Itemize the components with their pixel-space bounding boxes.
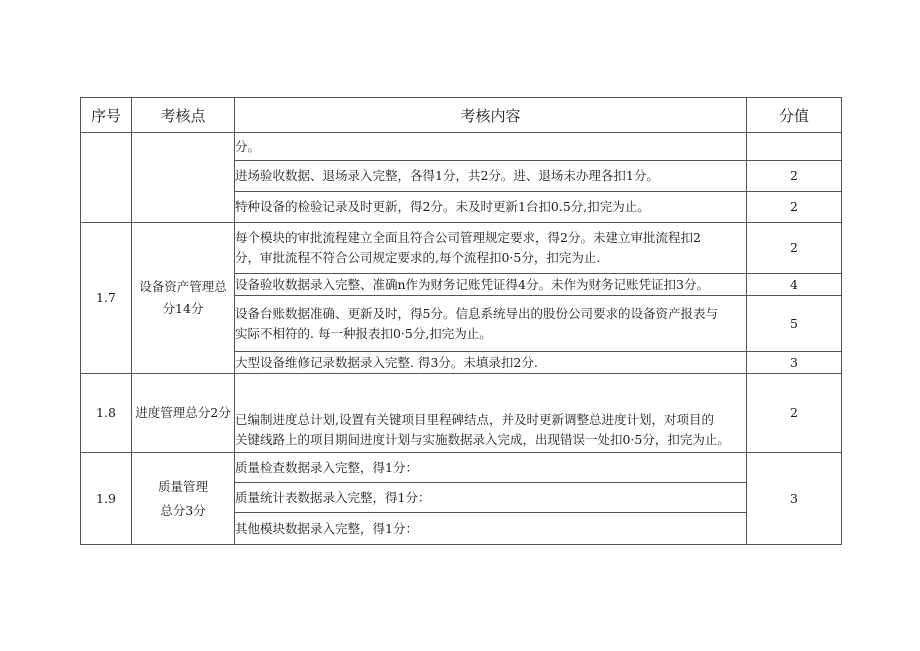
seq-cell: 1.9 [81,453,132,545]
score-cell: 2 [747,374,842,453]
score-cell: 2 [747,161,842,192]
table-row [81,223,842,274]
table-row [81,453,842,483]
score-cell: 3 [747,352,842,374]
header-content: 考核内容 [235,98,747,133]
content-cell: 大型设备维修记录数据录入完整. 得3分。未填录扣2分. [235,352,747,374]
content-cell: 质量统计表数据录入完整，得1分： [235,483,747,513]
table-row [81,374,842,453]
point-cell: 进度管理总分2分 [132,374,235,453]
content-cell: 进场验收数据、退场录入完整，各得1分，共2分。进、退场未办理各扣1分。 [235,161,747,192]
content-cell: 已编制进度总计划,设置有关键项目里程碑结点，并及时更新调整总进度计划，对项目的 关键线路上的项目期间进度计划与实施数据录入完成，出现错误一处扣0·5分，扣完为止。 [235,374,747,453]
content-cell: 特种设备的检验记录及时更新，得2分。未及时更新1台扣0.5分,扣完为止。 [235,192,747,223]
table-row [81,133,842,161]
assessment-table [80,97,842,545]
seq-cell-empty [81,133,132,223]
content-cell: 其他模块数据录入完整，得1分： [235,513,747,545]
content-cell: 质量检查数据录入完整，得1分： [235,453,747,483]
score-cell: 5 [747,296,842,352]
header-score: 分值 [747,98,842,133]
score-cell: 4 [747,274,842,296]
point-cell-empty [132,133,235,223]
point-cell: 设备资产管理总分14分 [132,223,235,374]
seq-cell: 1.8 [81,374,132,453]
point-line: 总分3分 [160,502,206,518]
content-cell: 设备台账数据准确、更新及时，得5分。信息系统导出的股份公司要求的设备资产报表与 实际不相符的. 每一种报表扣0·5分,扣完为止。 [235,296,747,352]
header-row [81,98,842,133]
header-point: 考核点 [132,98,235,133]
score-cell: 2 [747,223,842,274]
point-line: 质量管理 [157,478,208,494]
content-cell: 分。 [235,133,747,161]
header-seq: 序号 [81,98,132,133]
content-cell: 每个模块的审批流程建立全面且符合公司管理规定要求，得2分。未建立审批流程扣2 分，审批流程不符合公司规定要求的,每个流程扣0·5分，扣完为止. [235,223,747,274]
point-cell [132,453,235,545]
score-cell: 2 [747,192,842,223]
seq-cell: 1.7 [81,223,132,374]
score-cell [747,133,842,161]
score-cell: 3 [747,453,842,545]
content-cell: 设备验收数据录入完整、准确n作为财务记账凭证得4分。未作为财务记账凭证扣3分。 [235,274,747,296]
